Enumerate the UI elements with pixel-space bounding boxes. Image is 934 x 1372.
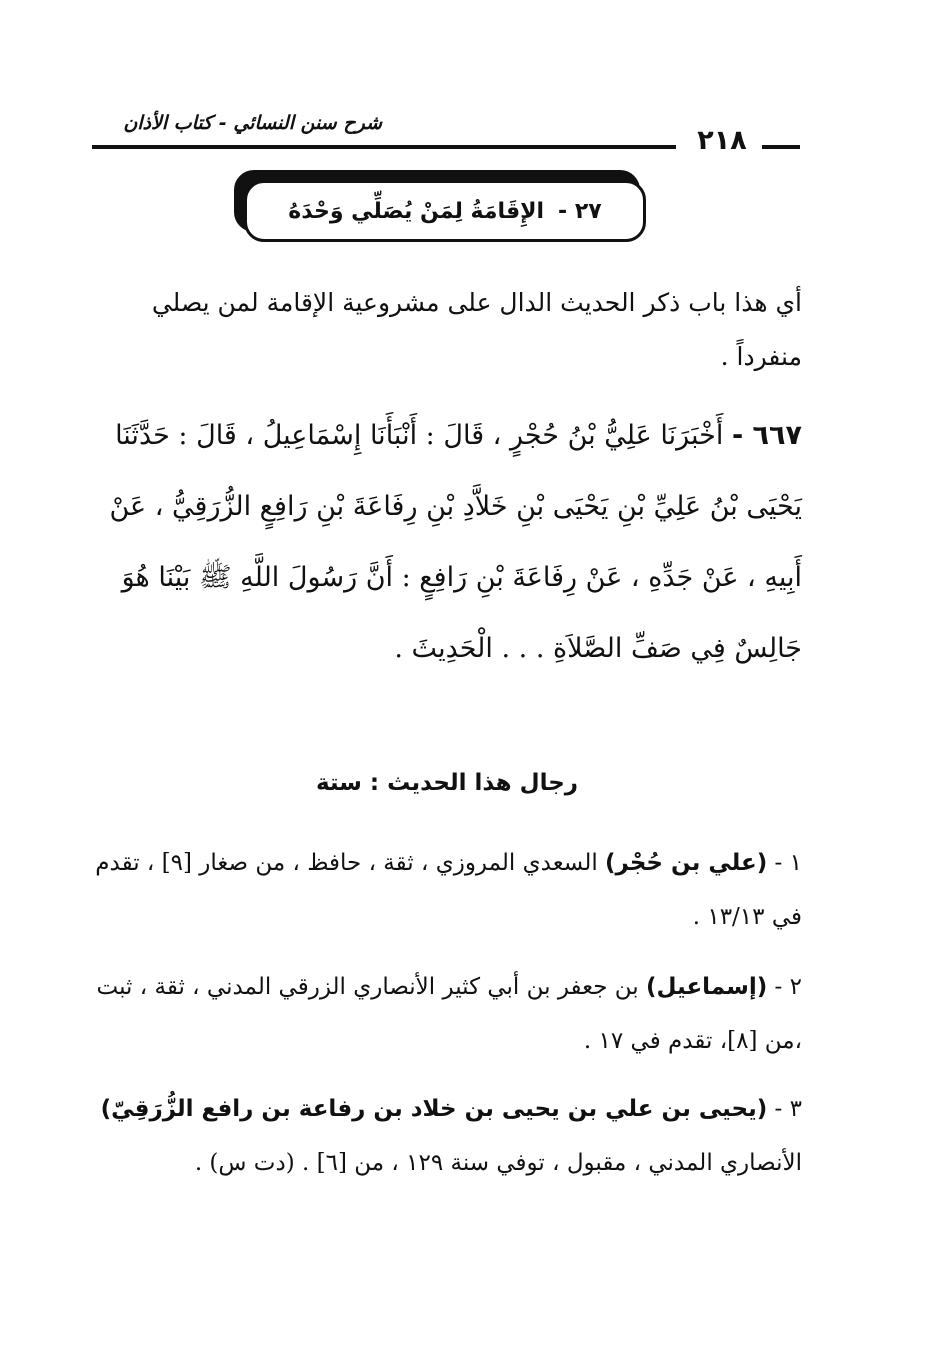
page-number: ٢١٨ [697, 125, 747, 156]
header-rule-short [762, 145, 800, 149]
chapter-number: ٢٧ - [558, 198, 602, 224]
narrator-text: الأنصاري المدني ، مقبول ، توفي سنة ١٢٩ ، من [٦] . (دت س) . [194, 1150, 802, 1176]
chapter-title: الإِقَامَةُ لِمَنْ يُصَلِّي وَحْدَهُ [288, 198, 545, 224]
narrator-number: ٣ - [774, 1096, 802, 1122]
chapter-intro: أي هذا باب ذكر الحديث الدال على مشروعية الإقامة لمن يصلي منفرداً . [151, 288, 802, 371]
narrator-entry [92, 1082, 802, 1190]
header-rule [92, 145, 676, 149]
narrator-text: السعدي المروزي ، ثقة ، حافظ ، من صغار [٩] ، تقدم في ١٣/١٣ . [95, 850, 802, 930]
narrator-number: ٢ - [774, 974, 802, 1000]
hadith-667 [92, 400, 802, 684]
hadith-number: ٦٦٧ - [731, 420, 802, 451]
narrator-name: (علي بن حُجْر) [605, 850, 768, 876]
narrator-entry [92, 836, 802, 944]
chapter-heading-box [244, 180, 646, 242]
narrator-name: (إسماعيل) [646, 974, 768, 1000]
running-header-title: شرح سنن النسائي - كتاب الأذان [123, 112, 382, 134]
narrator-entry [92, 960, 802, 1068]
hadith-text: أَخْبَرَنَا عَلِيُّ بْنُ حُجْرٍ ، قَالَ : أَنْبَأَنَا إِسْمَاعِيلُ ، قَالَ : حَدَّثَنَا يَحْيَى بْنُ عَلِيِّ بْنِ يَحْيَى بْنِ خَلاَّدِ بْنِ رِفَاعَةَ بْنِ رَافِعٍ الزُّرَقِيُّ ، عَنْ أَبِيهِ ، عَنْ جَدِّهِ ، عَنْ رِفَاعَةَ بْنِ رَافِعٍ : أَنَّ رَسُولَ اللَّهِ ﷺ بَيْنَا هُوَ جَالِسٌ فِي صَفِّ الصَّلاَةِ . . . الْحَدِيثَ . [109, 420, 802, 664]
narrators-heading: رجال هذا الحديث : ستة [315, 770, 579, 796]
narrator-text: بن جعفر بن أبي كثير الأنصاري الزرقي المدني ، ثقة ، ثبت ،من [٨]، تقدم في ١٧ . [96, 974, 802, 1054]
narrator-number: ١ - [774, 850, 802, 876]
narrator-name: (يحيى بن علي بن يحيى بن خلاد بن رفاعة بن رافع الزُّرَقِيّ) [100, 1096, 768, 1122]
